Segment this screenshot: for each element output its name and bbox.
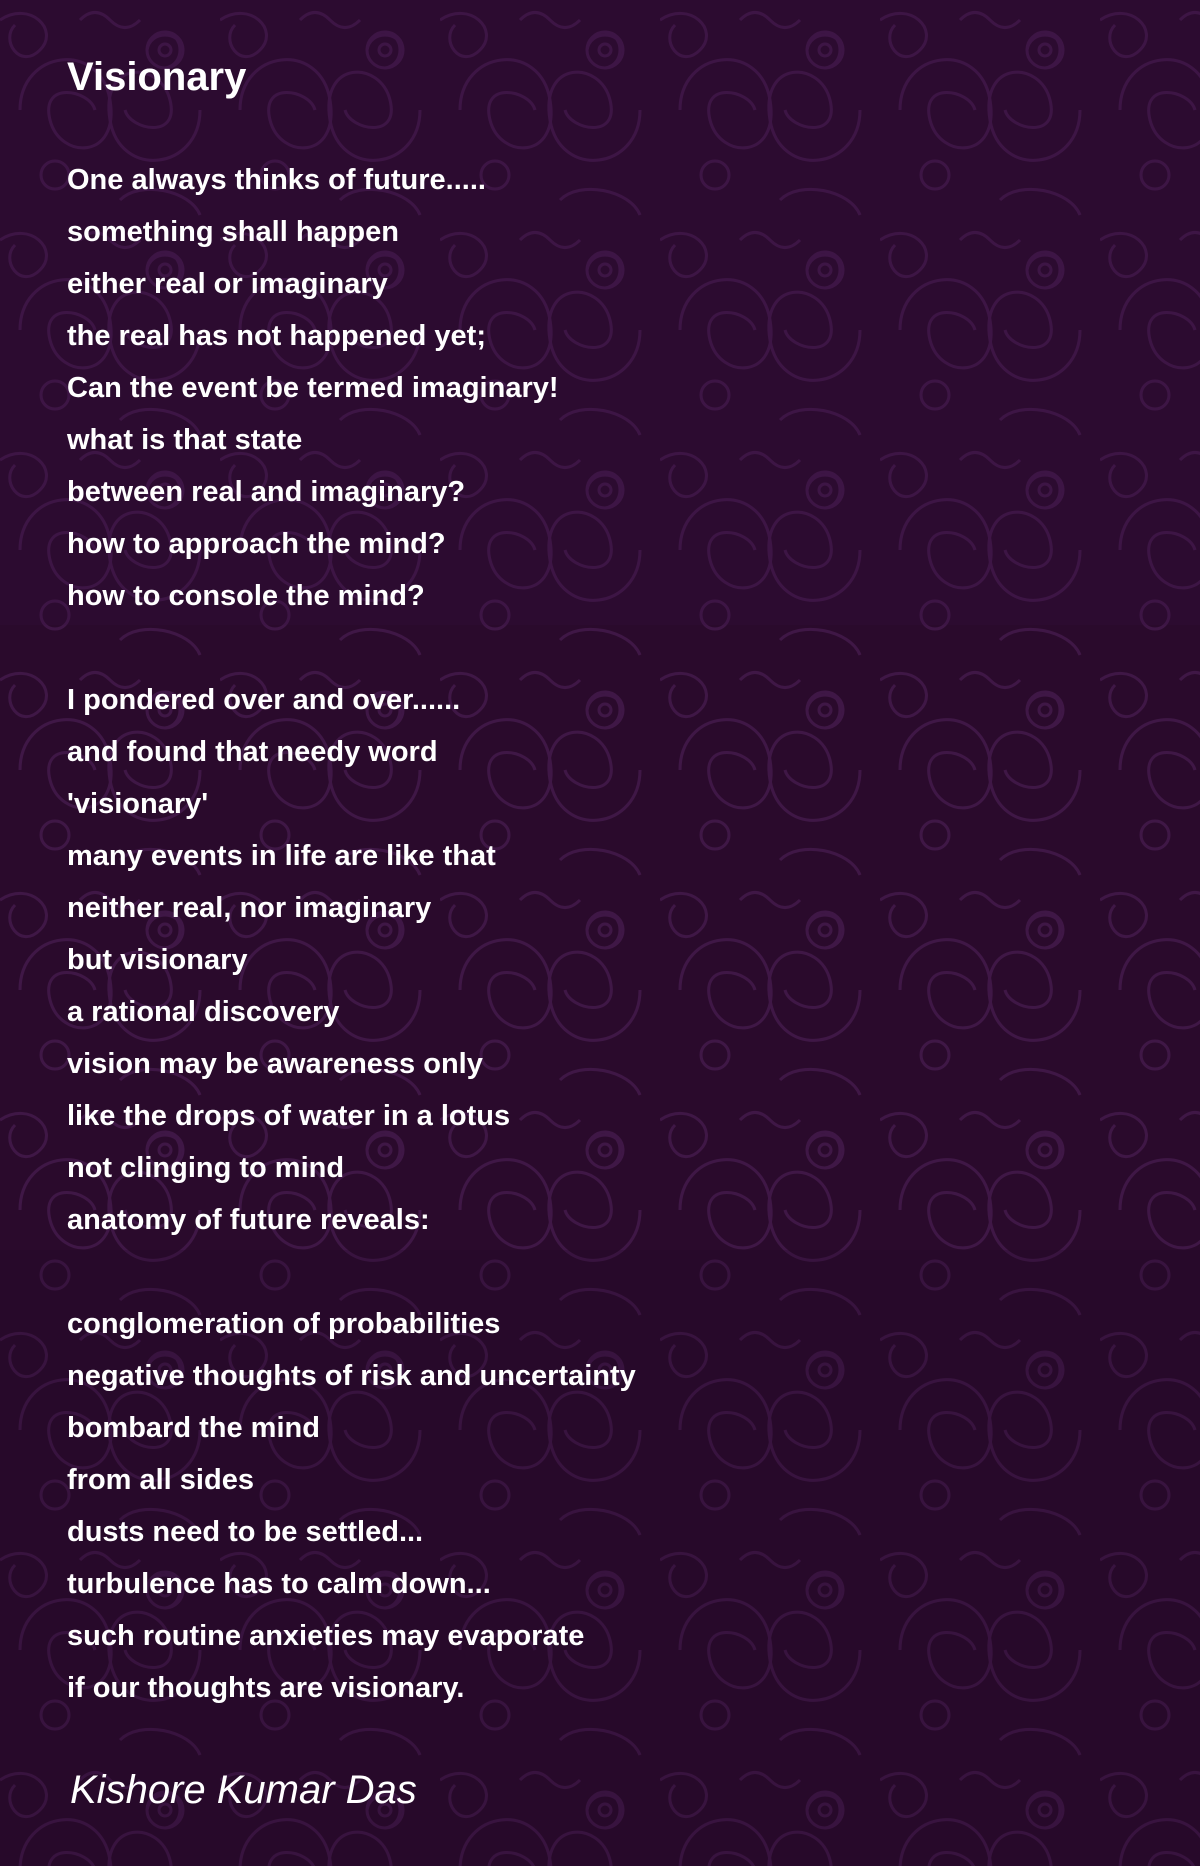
poem-line: if our thoughts are visionary. (67, 1672, 465, 1704)
poem-line: dusts need to be settled... (67, 1516, 424, 1548)
poem-line: the real has not happened yet; (67, 320, 486, 352)
poem-line: something shall happen (67, 216, 399, 248)
poem-line: anatomy of future reveals: (67, 1204, 430, 1236)
poem-title: Visionary (67, 55, 247, 99)
poem-stanza (67, 154, 1147, 622)
poem-line: and found that needy word (67, 736, 438, 768)
poem-line: but visionary (67, 944, 248, 976)
poem-line: vision may be awareness only (67, 1048, 483, 1080)
poem-line: a rational discovery (67, 996, 340, 1028)
poem-line: what is that state (67, 424, 303, 456)
poem-line: bombard the mind (67, 1412, 320, 1444)
poem-stanza (67, 1298, 1147, 1714)
poem-line: either real or imaginary (67, 268, 388, 300)
poem-line: turbulence has to calm down... (67, 1568, 491, 1600)
poem-line: neither real, nor imaginary (67, 892, 432, 924)
poem-line: not clinging to mind (67, 1152, 345, 1184)
poem-line: from all sides (67, 1464, 254, 1496)
poem-line: 'visionary' (67, 788, 209, 820)
poem-body (67, 154, 1147, 1766)
poem-line: One always thinks of future..... (67, 164, 486, 196)
poem-line: Can the event be termed imaginary! (67, 372, 559, 404)
poem-line: such routine anxieties may evaporate (67, 1620, 585, 1652)
poem-line: I pondered over and over...... (67, 684, 461, 716)
poem-line: how to console the mind? (67, 580, 425, 612)
poem-line: negative thoughts of risk and uncertainty (67, 1360, 636, 1392)
poem-line: many events in life are like that (67, 840, 496, 872)
poem-line: between real and imaginary? (67, 476, 466, 508)
poem-line: like the drops of water in a lotus (67, 1100, 511, 1132)
poem-line: conglomeration of probabilities (67, 1308, 501, 1340)
poem-line: how to approach the mind? (67, 528, 446, 560)
poem-author: Kishore Kumar Das (70, 1768, 417, 1812)
poem-stanza (67, 674, 1147, 1246)
